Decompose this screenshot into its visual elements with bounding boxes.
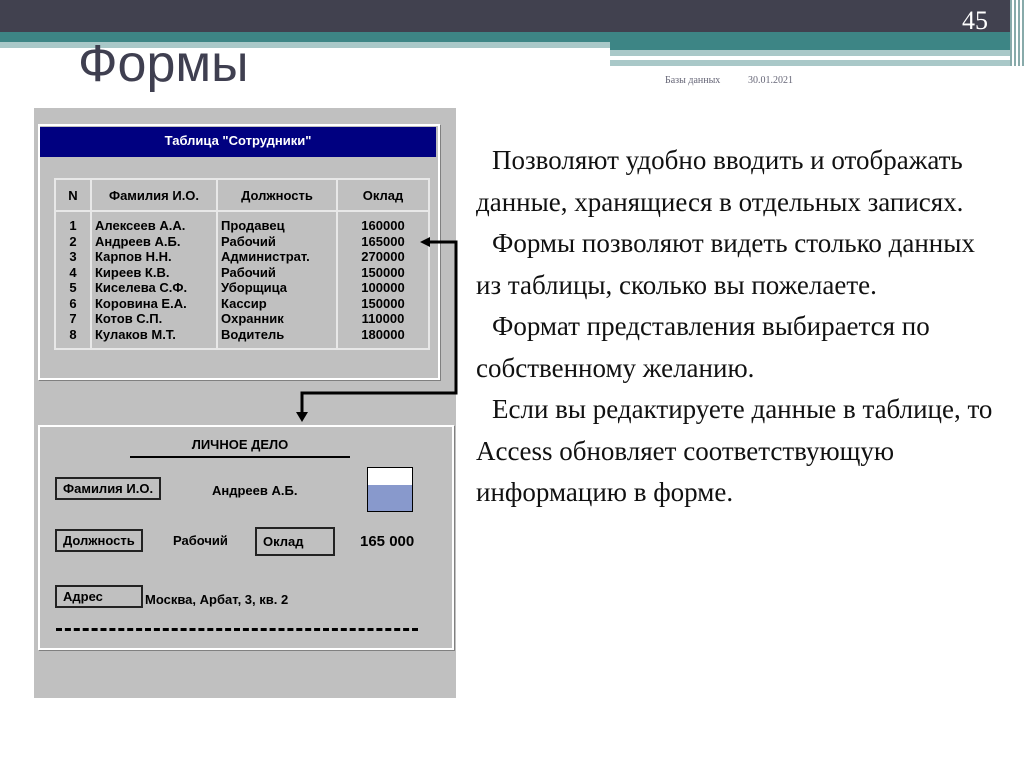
table-cell: 8 (69, 326, 77, 342)
address-label: Адрес (55, 585, 143, 608)
position-value: Рабочий (173, 533, 228, 548)
table-cell: 160000 (361, 218, 405, 233)
table-cell: 110000 (361, 311, 405, 326)
table-cell: 165000 (361, 233, 405, 249)
table-cell: Котов С.П. (95, 311, 163, 326)
table-cell: Киреев К.В. (95, 264, 170, 280)
slide-title: Формы (78, 35, 249, 93)
name-label: Фамилия И.О. (55, 477, 161, 500)
table-cell: 150000 (361, 295, 405, 311)
table-cell: 6 (69, 295, 77, 311)
form-title: ЛИЧНОЕ ДЕЛО (130, 437, 350, 458)
header-band (0, 0, 1024, 32)
table-cell: 2 (69, 233, 77, 249)
decor-stripes (1010, 0, 1024, 66)
paragraph: Если вы редактируете данные в таблице, то Access обновляет соответствующую информацию в форме. (476, 394, 993, 507)
table-cell: Рабочий (221, 233, 276, 249)
table-cell: 5 (69, 280, 77, 295)
column-header: Оклад (337, 179, 429, 211)
paragraph: Формат представления выбирается по собственному желанию. (476, 311, 930, 383)
table-cell: Карпов Н.Н. (95, 249, 172, 264)
table-cell: 180000 (361, 326, 405, 342)
paragraph: Формы позволяют видеть столько данных из таблицы, сколько вы пожелаете. (476, 228, 975, 300)
table-window-title: Таблица "Сотрудники" (40, 127, 436, 157)
dotted-line (56, 628, 418, 631)
footer-subject: Базы данных (665, 75, 721, 86)
employee-photo (367, 467, 413, 512)
footer-date: 30.01.2021 (748, 75, 793, 86)
salary-label: Оклад (255, 527, 335, 556)
table-cell: Водитель (221, 326, 285, 342)
table-cell: 150000 (361, 264, 405, 280)
table-cell: Киселева С.Ф. (95, 280, 188, 295)
table-cell: 7 (69, 311, 77, 326)
table-cell: Алексеев А.А. (95, 218, 186, 233)
table-cell: Уборщица (221, 280, 288, 295)
name-value: Андреев А.Б. (212, 483, 298, 498)
table-cell: Рабочий (221, 264, 276, 280)
body-text (476, 140, 996, 514)
column-cells (55, 211, 91, 349)
table-cell: 100000 (361, 280, 405, 295)
column-cells (91, 211, 217, 349)
page-number: 45 (962, 6, 988, 35)
table-cell: 4 (69, 264, 77, 280)
table-cell: Администрат. (221, 249, 310, 264)
table-cell: Охранник (221, 311, 284, 326)
connector-arrow (290, 230, 470, 425)
salary-value: 165 000 (360, 533, 415, 550)
table-cell: 270000 (361, 249, 405, 264)
table-cell: Продавец (221, 218, 285, 233)
column-header: N (55, 179, 91, 211)
paragraph: Позволяют удобно вводить и отображать данные, хранящиеся в отдельных записях. (476, 145, 964, 217)
decor-band (610, 60, 1010, 66)
column-header: Должность (217, 179, 337, 211)
table-cell: Кассир (221, 295, 267, 311)
table-cell: Андреев А.Б. (95, 233, 181, 249)
address-value: Москва, Арбат, 3, кв. 2 (145, 592, 289, 607)
table-cell: 1 (69, 218, 77, 233)
table-cell: Коровина Е.А. (95, 295, 187, 311)
table-cell: 3 (69, 249, 77, 264)
decor-band (610, 42, 1010, 50)
column-header: Фамилия И.О. (91, 179, 217, 211)
position-label: Должность (55, 529, 143, 552)
table-cell: Кулаков М.Т. (95, 326, 176, 342)
